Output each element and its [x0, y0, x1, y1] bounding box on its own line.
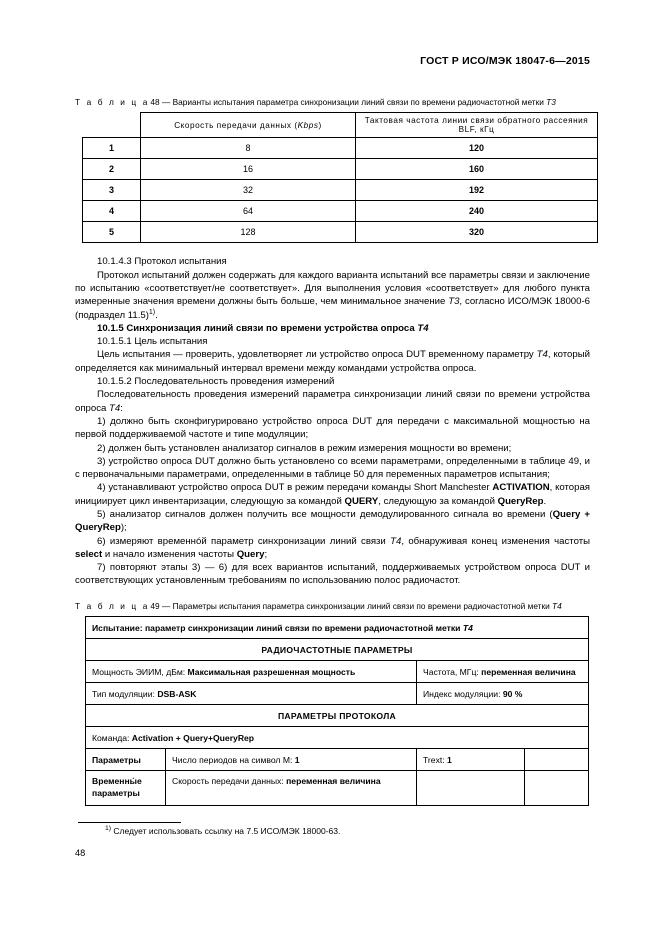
- para-10-1-4-3-c: , согласно ИСО/МЭК 18000-6 (подраздел 11.5): [75, 296, 590, 321]
- table-49-rf-freq-value: переменная величина: [481, 666, 576, 677]
- step-5-c: );: [120, 522, 127, 534]
- table-48-header-rate-prefix: Скорость передачи данных (: [174, 120, 298, 130]
- table-49-title: [86, 617, 589, 639]
- step-5: [75, 508, 590, 535]
- table-48-header-blf: Тактовая частота линии связи обратного рассеяния BLF, кГц: [356, 113, 598, 138]
- table-49-caption-word: Т а б л и ц а: [75, 600, 150, 611]
- table-48-cell-rate: 128: [141, 222, 356, 243]
- table-48-header-rate: [141, 113, 356, 138]
- standard-header: ГОСТ Р ИСО/МЭК 18047-6—2015: [420, 55, 590, 67]
- table-49-section-protocol-row: [86, 705, 589, 727]
- table-49-time-rate: [166, 771, 417, 806]
- step-3: 3) устройство опроса DUT должно быть установлено со всеми параметрами, определенными в таблице 49, и с первоначальными параметрами, определенными в таблице 50 для переменных параметров испытания;: [75, 455, 590, 481]
- para-10-1-5-1-a: Цель испытания — проверить, удовлетворяет ли устройство опроса DUT временному параметру: [97, 349, 537, 361]
- table-49-section-protocol: ПАРАМЕТРЫ ПРОТОКОЛА: [86, 705, 589, 727]
- table-48-caption-number: 48: [150, 97, 160, 107]
- para-10-1-4-3-t3: T3: [448, 296, 460, 308]
- table-49-caption-italic: T4: [552, 600, 562, 611]
- table-49-time-empty-1: [417, 771, 525, 806]
- table-49-time-rate-value: переменная величина: [286, 776, 381, 787]
- heading-10-1-5-2: 10.1.5.2 Последовательность проведения измерений: [97, 376, 335, 388]
- table-49-rf-index: [417, 683, 589, 705]
- table-48-cell-blf: 120: [356, 138, 598, 159]
- table-row: [86, 771, 589, 806]
- table-49-params-m: [166, 749, 417, 771]
- table-49-params-trext-label: Trext:: [423, 754, 448, 765]
- table-row: [83, 180, 598, 201]
- table-48-cell-rate: 64: [141, 201, 356, 222]
- table-49-command-label: Команда:: [92, 732, 132, 743]
- table-49-time-empty-2: [525, 771, 589, 806]
- table-49-rf-freq: [417, 661, 589, 683]
- heading-10-1-5-1: 10.1.5.1 Цель испытания: [97, 336, 208, 348]
- table-49-caption-number: 49: [150, 600, 160, 611]
- step-4-query: QUERY: [344, 495, 379, 507]
- table-49-time-rate-label: Скорость передачи данных:: [172, 776, 287, 787]
- table-48-cell-blf: 160: [356, 159, 598, 180]
- step-4-e: , следующую за командой: [378, 495, 498, 507]
- step-4-c: , которая инициирует цикл инвентаризации, следующую за командой: [75, 482, 591, 507]
- table-49-title-prefix: Испытание: параметр синхронизации линий связи по времени радиочастотной метки: [92, 622, 463, 633]
- para-10-1-5-2: [75, 388, 590, 415]
- table-49: [85, 616, 589, 806]
- table-49-time-label-line2: параметры: [92, 788, 140, 799]
- para-10-1-4-3: [75, 269, 590, 322]
- table-49-params-m-value: 1: [294, 754, 300, 765]
- table-49-rf-index-label: Индекс модуляции:: [423, 688, 503, 699]
- para-10-1-5-2-t4: T4: [109, 402, 121, 414]
- table-49-title-italic: T4: [462, 622, 473, 633]
- footnote-marker: 1): [148, 308, 156, 316]
- table-48-caption-italic: T3: [546, 97, 556, 107]
- table-49-params-label: Параметры: [86, 749, 166, 771]
- table-49-command: [86, 727, 589, 749]
- table-48-cell-blf: 320: [356, 222, 598, 243]
- table-49-rf-index-value: 90 %: [502, 688, 523, 699]
- page-number: 48: [75, 848, 86, 858]
- table-row: [86, 661, 589, 683]
- heading-10-1-5: [75, 322, 590, 335]
- heading-10-1-5-a: 10.1.5 Синхронизация линий связи по времени устройства опроса: [97, 322, 418, 334]
- table-48: [82, 112, 598, 243]
- table-49-rf-mod-label: Тип модуляции:: [92, 688, 158, 699]
- table-49-title-row: [86, 617, 589, 639]
- table-48-body: [83, 138, 598, 243]
- step-4-queryrep: QueryRep: [497, 495, 544, 507]
- step-6-a: 6) измеряют временнóй параметр синхронизации линий связи: [97, 535, 391, 547]
- table-48-cell-rate: 16: [141, 159, 356, 180]
- table-48-caption-text: — Варианты испытания параметра синхронизации линий связи по времени радиочастотной метки: [161, 97, 547, 107]
- heading-10-1-5-t4: T4: [417, 322, 429, 334]
- table-48-header-rate-unit: Kbps: [297, 120, 319, 130]
- para-10-1-5-1-t4: T4: [536, 349, 548, 361]
- step-4-activation: ACTIVATION: [492, 482, 550, 494]
- step-6-select: select: [75, 548, 103, 560]
- step-6-query: Query: [236, 548, 265, 560]
- step-4-g: .: [543, 495, 547, 507]
- table-49-command-value: Activation + Query+QueryRep: [131, 732, 255, 743]
- table-row: [83, 138, 598, 159]
- table-49-params-trext: [417, 749, 525, 771]
- table-48-caption-word: Т а б л и ц а: [75, 97, 150, 107]
- step-7: 7) повторяют этапы 3) — 6) для всех вариантов испытаний, поддерживаемых устройством опроса DUT и соответствующих установленным требованиям по использованию полос радиочастот.: [75, 562, 590, 587]
- table-48-cell-rate: 8: [141, 138, 356, 159]
- table-row: [83, 222, 598, 243]
- para-10-1-5-1: [75, 348, 590, 375]
- table-48-cell-n: 1: [83, 138, 141, 159]
- heading-10-1-4-3: 10.1.4.3 Протокол испытания: [97, 256, 227, 268]
- table-48-cell-n: 2: [83, 159, 141, 180]
- table-48-header-corner: [83, 113, 141, 138]
- footnote: [105, 826, 340, 837]
- table-49-caption: [75, 601, 590, 611]
- table-49-rf-mod-value: DSB-ASK: [157, 688, 197, 699]
- table-49-caption-text: — Параметры испытания параметра синхронизации линий связи по времени радиочастотной метки: [161, 600, 553, 611]
- para-10-1-4-3-a: Протокол испытаний должен содержать для каждого варианта испытаний все параметры связи и заключение по испытанию «соответствует/не соответствует». Для выполнения условия «соответствует» для любого пункта измеренные значения времени должны быть больше, чем минимальное значение: [75, 269, 590, 308]
- step-6-t4: T4: [390, 535, 402, 547]
- page-content: [75, 55, 590, 806]
- table-49-time-label: [86, 771, 166, 806]
- table-49-body: [86, 617, 589, 806]
- footnote-number: 1): [105, 825, 112, 833]
- table-48-header-rate-suffix: ): [318, 120, 322, 130]
- step-6-c: , обнаруживая конец изменения частоты: [401, 535, 590, 547]
- table-row: [86, 727, 589, 749]
- table-49-rf-power: [86, 661, 417, 683]
- table-49-params-m-label: Число периодов на символ M:: [172, 754, 295, 765]
- step-2: 2) должен быть установлен анализатор сигналов в режим измерения мощности во времени;: [97, 442, 512, 454]
- footnote-divider: [78, 822, 181, 823]
- table-49-section-rf-row: [86, 639, 589, 661]
- step-4-a: 4) устанавливают устройство опроса DUT в режим передачи команды Short Manchester: [97, 482, 493, 494]
- para-10-1-5-2-a: Последовательность проведения измерений параметра синхронизации линий связи по времени устройства опроса: [75, 389, 590, 414]
- table-48-cell-n: 4: [83, 201, 141, 222]
- table-49-rf-mod: [86, 683, 417, 705]
- table-49-params-trext-value: 1: [447, 754, 452, 765]
- table-48-cell-blf: 192: [356, 180, 598, 201]
- table-48-caption: [75, 97, 590, 107]
- table-48-cell-n: 5: [83, 222, 141, 243]
- table-49-section-rf: РАДИОЧАСТОТНЫЕ ПАРАМЕТРЫ: [86, 639, 589, 661]
- para-10-1-5-2-c: :: [120, 402, 123, 414]
- step-6-e: и начало изменения частоты: [102, 548, 237, 560]
- table-48-cell-rate: 32: [141, 180, 356, 201]
- table-49-params-empty: [525, 749, 589, 771]
- footnote-text: Следует использовать ссылку на 7.5 ИСО/МЭК 18000-63.: [113, 826, 341, 836]
- para-10-1-5-1-c: , который определяется как минимальный интервал времени между командами устройства опроса.: [75, 349, 590, 374]
- body-text: [75, 255, 590, 587]
- step-4: [75, 481, 590, 508]
- table-row: [86, 749, 589, 771]
- table-48-header-row: [83, 113, 598, 138]
- table-49-rf-power-value: Максимальная разрешенная мощность: [187, 666, 356, 677]
- step-1: 1) должно быть сконфигурировано устройство опроса DUT для передачи с максимальной мощностью на первой поддерживаемой частоте и типе модуляции;: [75, 415, 590, 441]
- step-6: [75, 535, 590, 562]
- table-row: [83, 159, 598, 180]
- table-row: [83, 201, 598, 222]
- para-10-1-4-3-d: .: [155, 309, 158, 321]
- step-5-query-queryrep: Query + QueryRep: [75, 509, 590, 534]
- table-49-rf-freq-label: Частота, МГц:: [423, 666, 482, 677]
- table-48-cell-n: 3: [83, 180, 141, 201]
- step-6-g: ;: [264, 548, 268, 560]
- step-5-a: 5) анализатор сигналов должен получить все мощности демодулированного сигнала во времени (: [97, 509, 553, 520]
- table-48-cell-blf: 240: [356, 201, 598, 222]
- table-49-time-label-line1: Временны́е: [92, 776, 142, 787]
- table-49-rf-power-label: Мощность ЭИИМ, дБм:: [92, 666, 188, 677]
- table-row: [86, 683, 589, 705]
